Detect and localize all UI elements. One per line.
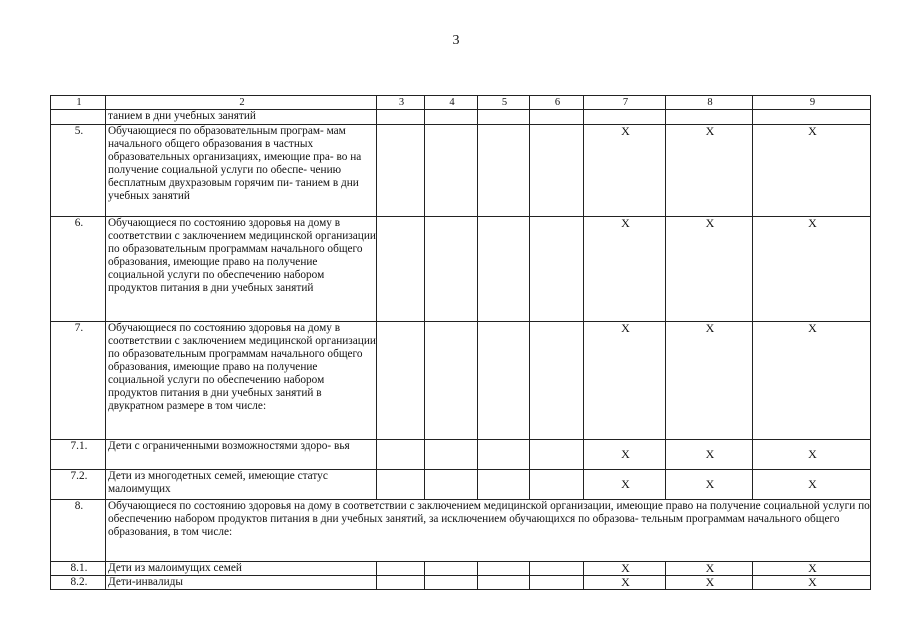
column-header: 7 bbox=[584, 96, 666, 110]
row-description: Обучающиеся по состоянию здоровья на дому в соответствии с заключением медицинской организации по образовательным программам начального общего образования, имеющие право на получение социальной услуги по обеспечению набором продуктов питания в дни учебных занятий bbox=[106, 217, 377, 322]
empty-cell bbox=[478, 470, 530, 500]
table-row bbox=[51, 576, 871, 590]
mark-cell bbox=[666, 110, 753, 125]
table-row bbox=[51, 470, 871, 500]
empty-cell bbox=[377, 217, 425, 322]
empty-cell bbox=[478, 217, 530, 322]
empty-cell bbox=[530, 217, 584, 322]
empty-cell bbox=[530, 576, 584, 590]
row-number: 8. bbox=[51, 500, 106, 562]
mark-cell: X bbox=[666, 470, 753, 500]
page-number: 3 bbox=[452, 33, 460, 48]
row-number: 6. bbox=[51, 217, 106, 322]
empty-cell bbox=[478, 322, 530, 440]
mark-cell: X bbox=[753, 322, 871, 440]
column-header: 1 bbox=[51, 96, 106, 110]
table-row bbox=[51, 562, 871, 576]
mark-cell: X bbox=[584, 322, 666, 440]
column-header: 9 bbox=[753, 96, 871, 110]
row-number: 7.1. bbox=[51, 440, 106, 470]
empty-cell bbox=[478, 562, 530, 576]
document-table bbox=[50, 95, 871, 590]
mark-cell: X bbox=[584, 576, 666, 590]
empty-cell bbox=[478, 110, 530, 125]
empty-cell bbox=[530, 440, 584, 470]
empty-cell bbox=[425, 217, 478, 322]
empty-cell bbox=[530, 125, 584, 217]
table-row bbox=[51, 440, 871, 470]
row-description: Обучающиеся по образовательным програм- мам начального общего образования в частных образовательных организациях, имеющие пра- во на получение социальной услуги по обеспе- чению бесплатным двухразовым горячим пи- танием в дни учебных занятий bbox=[106, 125, 377, 217]
row-number: 7.2. bbox=[51, 470, 106, 500]
row-description: Дети-инвалиды bbox=[106, 576, 377, 590]
mark-cell: X bbox=[753, 125, 871, 217]
mark-cell: X bbox=[666, 322, 753, 440]
table-row bbox=[51, 217, 871, 322]
mark-cell: X bbox=[753, 576, 871, 590]
row-description: Обучающиеся по состоянию здоровья на дому в соответствии с заключением медицинской организации по образовательным программам начального общего образования, имеющие право на получение социальной услуги по обеспечению набором продуктов питания в дни учебных занятий в двукратном размере в том числе: bbox=[106, 322, 377, 440]
empty-cell bbox=[530, 322, 584, 440]
row-description: Дети из многодетных семей, имеющие статус малоимущих bbox=[106, 470, 377, 500]
empty-cell bbox=[425, 470, 478, 500]
empty-cell bbox=[530, 110, 584, 125]
row-description: Обучающиеся по состоянию здоровья на дому в соответствии с заключением медицинской организации, имеющие право на получение социальной услуги по обеспечению набором продуктов питания в дни учебных занятий, за исключением обучающихся по образова- тельным программам начального общего образования, в том числе: bbox=[106, 500, 871, 562]
empty-cell bbox=[377, 470, 425, 500]
empty-cell bbox=[377, 562, 425, 576]
mark-cell: X bbox=[666, 562, 753, 576]
mark-cell: X bbox=[584, 125, 666, 217]
mark-cell: X bbox=[584, 440, 666, 470]
mark-cell: X bbox=[753, 470, 871, 500]
column-header: 6 bbox=[530, 96, 584, 110]
empty-cell bbox=[478, 125, 530, 217]
mark-cell: X bbox=[666, 576, 753, 590]
table-row-wide bbox=[51, 500, 871, 562]
empty-cell bbox=[478, 576, 530, 590]
column-header: 4 bbox=[425, 96, 478, 110]
empty-cell bbox=[377, 322, 425, 440]
row-description: Дети из малоимущих семей bbox=[106, 562, 377, 576]
mark-cell: X bbox=[584, 217, 666, 322]
column-header: 8 bbox=[666, 96, 753, 110]
column-number-row bbox=[51, 96, 871, 110]
mark-cell: X bbox=[666, 125, 753, 217]
row-description-text: танием в дни учебных занятий bbox=[108, 110, 256, 122]
column-header: 5 bbox=[478, 96, 530, 110]
column-header: 2 bbox=[106, 96, 377, 110]
mark-cell bbox=[753, 110, 871, 125]
table-row bbox=[51, 322, 871, 440]
mark-cell: X bbox=[753, 217, 871, 322]
row-number: 5. bbox=[51, 125, 106, 217]
empty-cell bbox=[425, 576, 478, 590]
row-description bbox=[106, 110, 377, 125]
empty-cell bbox=[530, 562, 584, 576]
row-number: 8.1. bbox=[51, 562, 106, 576]
empty-cell bbox=[478, 440, 530, 470]
mark-cell: X bbox=[584, 562, 666, 576]
row-number: 7. bbox=[51, 322, 106, 440]
table-row bbox=[51, 110, 871, 125]
mark-cell: X bbox=[666, 440, 753, 470]
row-description: Дети с ограниченными возможностями здоро- вья bbox=[106, 440, 377, 470]
empty-cell bbox=[425, 125, 478, 217]
empty-cell bbox=[530, 470, 584, 500]
mark-cell: X bbox=[666, 217, 753, 322]
empty-cell bbox=[425, 562, 478, 576]
mark-cell: X bbox=[584, 470, 666, 500]
empty-cell bbox=[377, 576, 425, 590]
row-number bbox=[51, 110, 106, 125]
empty-cell bbox=[425, 110, 478, 125]
column-header: 3 bbox=[377, 96, 425, 110]
mark-cell bbox=[584, 110, 666, 125]
empty-cell bbox=[377, 125, 425, 217]
row-number: 8.2. bbox=[51, 576, 106, 590]
table-row bbox=[51, 125, 871, 217]
mark-cell: X bbox=[753, 440, 871, 470]
empty-cell bbox=[377, 440, 425, 470]
empty-cell bbox=[425, 440, 478, 470]
empty-cell bbox=[377, 110, 425, 125]
mark-cell: X bbox=[753, 562, 871, 576]
empty-cell bbox=[425, 322, 478, 440]
